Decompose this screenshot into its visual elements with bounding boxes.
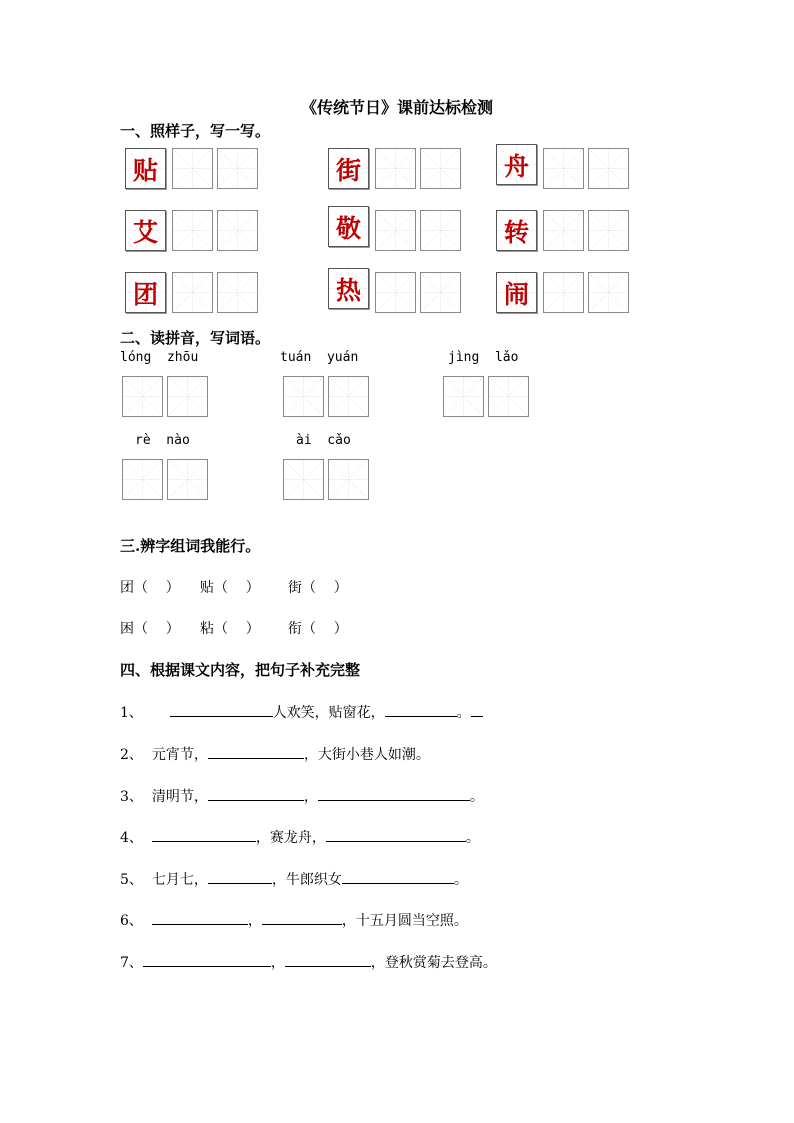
word-group-tie: 贴（ ） [200,580,260,596]
pinyin-long-zhou: lóng zhōu [120,350,199,365]
sentence-text: 。 [465,830,480,846]
answer-blank[interactable] [471,704,483,717]
writing-box[interactable] [488,376,529,417]
sample-character-box [496,272,537,313]
answer-blank[interactable] [385,704,457,717]
writing-box[interactable] [167,376,208,417]
sample-character-box [328,148,369,189]
pinyin-jing-lao: jìng lǎo [448,350,519,365]
sentence-1 [120,702,483,722]
sentence-text: 清明节， [151,789,208,805]
answer-blank[interactable] [318,788,470,801]
sentence-text: 七月七， [151,872,208,888]
sentence-text: 元宵节， [151,747,208,763]
sample-character-box [125,210,166,251]
answer-blank[interactable] [152,912,248,925]
sentence-text: 。 [469,789,484,805]
sentence-number: 1、 [120,705,143,721]
writing-box[interactable] [420,148,461,189]
writing-box[interactable] [328,376,369,417]
writing-box[interactable] [443,376,484,417]
sample-character: 热 [335,275,361,305]
sentence-text: ，登秋赏菊去登高。 [370,955,497,971]
answer-blank[interactable] [285,954,371,967]
sentence-number: 3、 [120,789,143,805]
writing-box[interactable] [375,272,416,313]
sentence-text: ，牛郎织女 [271,872,342,888]
word-group-kun: 困（ ） [120,621,180,637]
sentence-number: 7、 [120,955,143,971]
writing-box[interactable] [375,148,416,189]
sentence-text: ， [247,913,262,929]
sample-character: 艾 [132,217,158,247]
writing-box[interactable] [283,459,324,500]
sample-character: 闹 [503,279,529,309]
sentence-text: ， [303,789,318,805]
sentence-number: 4、 [120,830,143,846]
answer-blank[interactable] [208,871,272,884]
answer-blank[interactable] [326,829,466,842]
sentence-text: ， [270,955,285,971]
sample-character: 敬 [335,213,361,243]
sentence-text: 人欢笑，贴窗花， [272,705,385,721]
writing-box[interactable] [543,272,584,313]
answer-blank[interactable] [143,954,271,967]
word-group-xian: 衔（ ） [288,621,348,637]
sentence-number: 2、 [120,747,143,763]
sentence-text: ，十五月圆当空照。 [341,913,468,929]
sample-character: 团 [132,279,158,309]
sample-character: 舟 [503,151,529,181]
sentence-text: ，赛龙舟， [255,830,326,846]
writing-box[interactable] [543,148,584,189]
pinyin-re-nao: rè nào [135,433,190,448]
answer-blank[interactable] [152,829,256,842]
sentence-number: 6、 [120,913,143,929]
answer-blank[interactable] [208,788,304,801]
section1-heading: 一、照样子，写一写。 [120,122,271,140]
writing-box[interactable] [420,210,461,251]
writing-box[interactable] [420,272,461,313]
sentence-2 [120,744,430,764]
writing-box[interactable] [217,272,258,313]
word-group-tuan: 团（ ） [120,580,180,596]
writing-box[interactable] [122,459,163,500]
writing-box[interactable] [172,272,213,313]
writing-box[interactable] [588,272,629,313]
answer-blank[interactable] [262,912,342,925]
writing-box[interactable] [217,210,258,251]
word-group-zhan: 粘（ ） [200,621,260,637]
writing-box[interactable] [375,210,416,251]
pinyin-tuan-yuan: tuán yuán [280,350,359,365]
sample-character: 街 [335,155,361,185]
writing-box[interactable] [122,376,163,417]
writing-box[interactable] [328,459,369,500]
sentence-3 [120,786,484,806]
sample-character-box [328,206,369,247]
writing-box[interactable] [283,376,324,417]
sample-character-box [125,148,166,189]
section4-heading: 四、根据课文内容，把句子补充完整 [120,661,361,679]
sentence-text: 。 [453,872,468,888]
sample-character-box [125,272,166,313]
sample-character: 贴 [132,155,158,185]
sentence-5 [120,869,468,889]
pinyin-ai-cao: ài cǎo [296,433,351,448]
answer-blank[interactable] [342,871,454,884]
word-group-jie: 街（ ） [288,580,348,596]
sentence-text: 。 [456,705,471,721]
sentence-number: 5、 [120,872,143,888]
sample-character-box [496,210,537,251]
writing-box[interactable] [217,148,258,189]
answer-blank[interactable] [208,746,304,759]
section3-heading: 三.辨字组词我能行。 [120,537,261,555]
sample-character-box [496,144,537,185]
answer-blank[interactable] [170,704,273,717]
page-title: 《传统节日》课前达标检测 [300,98,493,117]
writing-box[interactable] [172,148,213,189]
sentence-6 [120,910,468,930]
sentence-7 [120,952,497,972]
writing-box[interactable] [588,210,629,251]
sample-character: 转 [503,217,529,247]
sample-character-box [328,268,369,309]
sentence-4 [120,827,480,847]
writing-box[interactable] [167,459,208,500]
writing-box[interactable] [543,210,584,251]
writing-box[interactable] [588,148,629,189]
sentence-text: ，大街小巷人如潮。 [303,747,430,763]
section2-heading: 二、读拼音，写词语。 [120,329,271,347]
writing-box[interactable] [172,210,213,251]
